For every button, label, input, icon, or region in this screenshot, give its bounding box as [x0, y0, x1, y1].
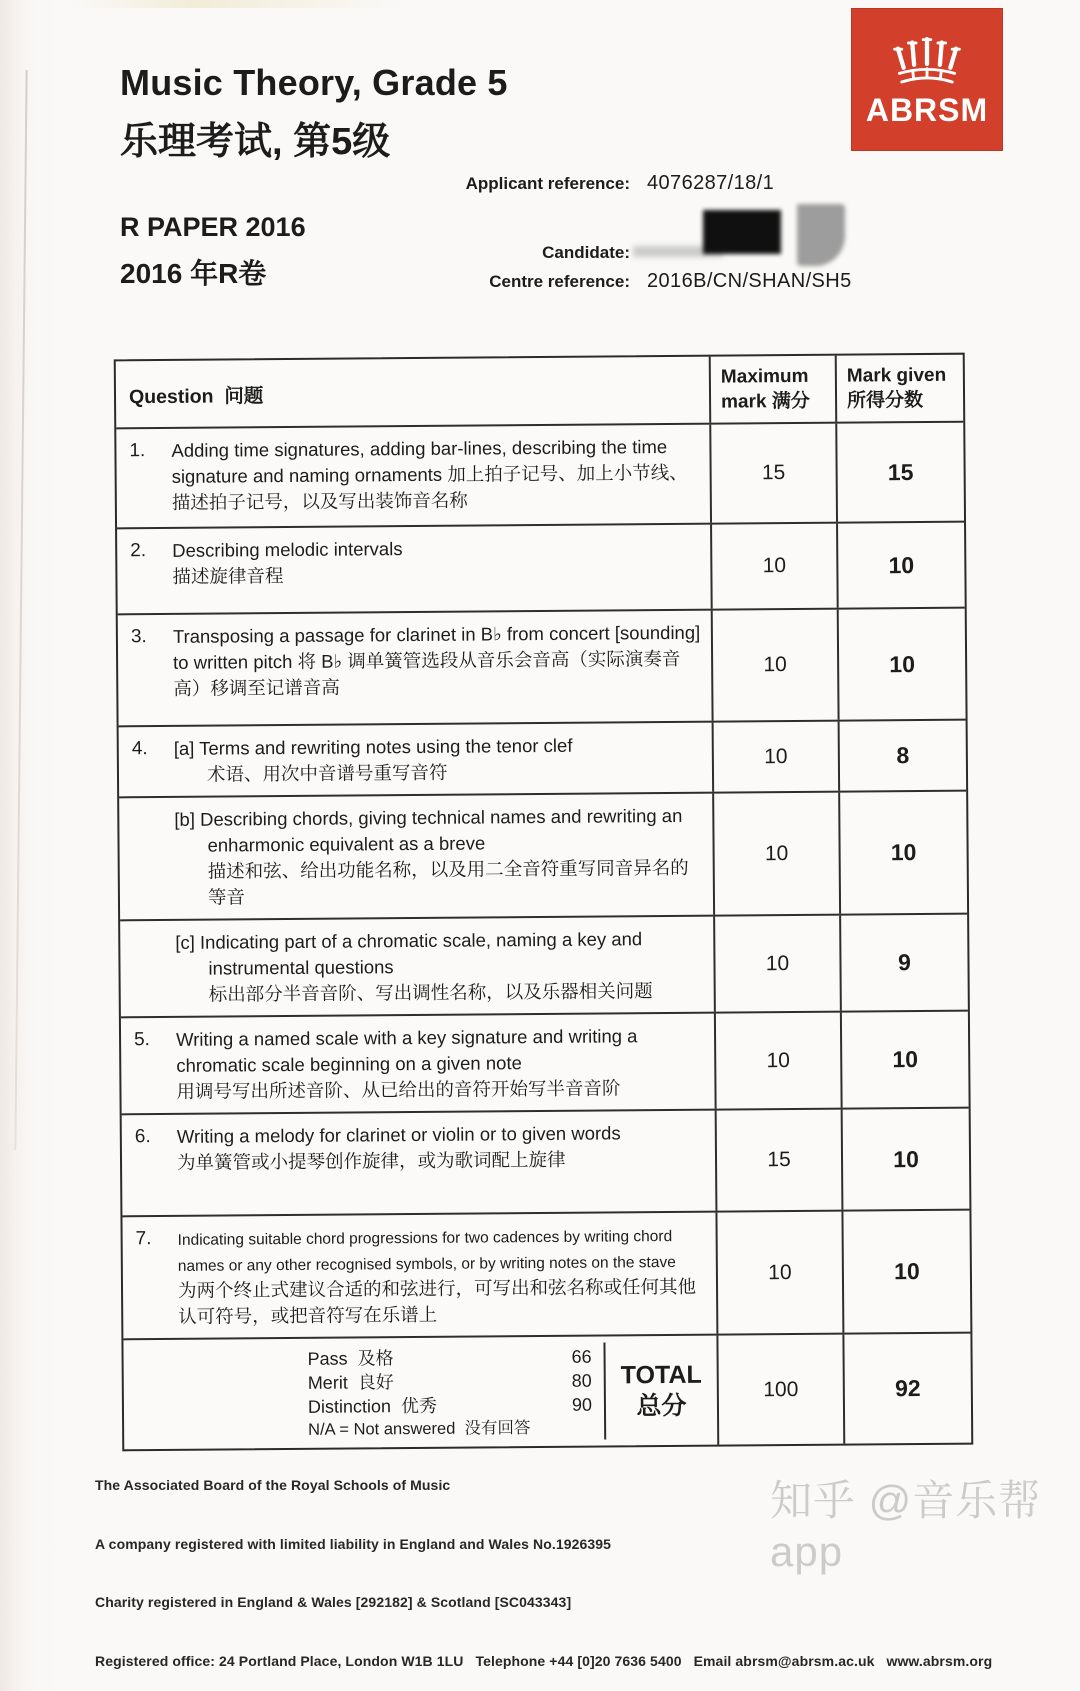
mark-given-cell: 10	[840, 1012, 969, 1108]
question-row-7	[122, 1209, 970, 1339]
grade-distinction: Distinction 优秀 90	[307, 1394, 593, 1417]
page-title-zh: 乐理考试, 第5级	[120, 121, 391, 163]
mark-given-cell: 10	[837, 609, 966, 720]
total-label-en: TOTAL	[620, 1360, 702, 1389]
question-text-en: [a] Terms and rewriting notes using the tenor clef	[173, 734, 573, 759]
question-text-zh: 将 B♭ 调单簧管选段从音乐会音高（实际演奏音高）移调至记谱音高	[173, 647, 681, 699]
total-label-zh: 总分	[636, 1391, 687, 1420]
question-row-1	[116, 421, 964, 528]
mark-given-cell: 9	[839, 915, 968, 1011]
centre-reference-value: 2016B/CN/SHAN/SH5	[647, 270, 852, 292]
question-text-zh: 术语、用次中音谱号重写音符	[206, 761, 448, 785]
question-number: 1.	[129, 440, 146, 462]
max-mark-cell: 10	[713, 916, 840, 1012]
total-label	[603, 1342, 717, 1440]
mark-given-cell: 10	[841, 1109, 970, 1210]
question-number	[132, 807, 175, 911]
paper-label-zh: 2016 年R卷	[120, 258, 267, 289]
mark-given-cell: 10	[836, 523, 965, 608]
max-mark-cell: 10	[711, 610, 838, 721]
max-mark-cell: 15	[715, 1110, 842, 1211]
question-text-zh: 为单簧管或小提琴创作旋律，或为歌词配上旋律	[176, 1148, 566, 1173]
footer-line-2: A company registered with limited liability in England and Wales No.1926395	[95, 1535, 612, 1552]
question-number: 4.	[131, 738, 148, 760]
mark-given-cell: 8	[838, 721, 967, 791]
question-row-4a	[119, 719, 967, 797]
question-number: 3.	[130, 626, 147, 648]
question-number	[133, 930, 176, 1008]
question-number: 7.	[135, 1228, 152, 1250]
question-row-4b	[119, 790, 967, 920]
max-mark-cell: 10	[710, 524, 837, 609]
question-text-zh: 用调号写出所述音阶、从已给出的音符开始写半音音阶	[176, 1077, 621, 1102]
candidate-redaction	[647, 218, 857, 258]
centre-reference-label: Centre reference:	[489, 272, 630, 291]
question-row-2	[117, 521, 965, 614]
watermark: 知乎 @音乐帮app	[770, 1477, 1042, 1575]
header-maximum-mark: Maximum mark 满分	[709, 356, 836, 423]
question-text-en: Writing a named scale with a key signature and writing a chromatic scale beginning on a given note	[175, 1025, 638, 1076]
header-mark-given: Mark given 所得分数	[835, 355, 964, 422]
table-header-row	[116, 355, 963, 428]
applicant-reference-label: Applicant reference:	[465, 174, 630, 193]
question-text-zh: 描述旋律音程	[172, 565, 284, 587]
max-mark-cell: 10	[712, 722, 839, 792]
question-text-zh: 加上拍子记号、加上小节线、描述拍子记号，以及写出装饰音名称	[171, 461, 688, 513]
question-text-zh: 为两个终止式建议合适的和弦进行，可写出和弦名称或任何其他认可符号，或把音符写在乐谱上	[177, 1275, 697, 1327]
scan-tint	[70, 0, 490, 8]
na-note: N/A = Not answered 没有回答	[308, 1419, 531, 1439]
question-text-en: Indicating suitable chord progressions for two cadences by writing chord names or any other recognised symbols, or by writing notes on the stave	[177, 1228, 676, 1275]
max-mark-cell: 10	[715, 1212, 842, 1334]
marks-table	[114, 353, 974, 1452]
question-number: 6.	[134, 1126, 151, 1148]
mark-given-cell: 15	[835, 423, 964, 522]
mark-given-cell: 10	[838, 792, 967, 914]
total-given-cell: 92	[842, 1334, 971, 1444]
page-title-en: Music Theory, Grade 5	[120, 62, 508, 103]
question-row-5	[121, 1010, 969, 1114]
question-text-en: [c] Indicating part of a chromatic scale, naming a key and instrumental questions	[175, 928, 643, 979]
scan-paper-edge	[14, 70, 27, 1150]
footer-line-4: Registered office: 24 Portland Place, London W1B 1LU Telephone +44 [0]20 7636 5400 Email abrsm@abrsm.ac.uk www.abrsm.org	[95, 1652, 993, 1669]
redaction-blob-gray	[797, 204, 845, 266]
question-text-en: Writing a melody for clarinet or violin or to given words	[176, 1122, 621, 1147]
grade-thresholds	[307, 1343, 604, 1442]
total-row	[123, 1332, 971, 1450]
question-text-en: Transposing a passage for clarinet in B♭ from concert [sounding] to written pitch	[172, 621, 701, 673]
candidate-row	[398, 218, 857, 263]
max-mark-cell: 15	[709, 424, 836, 523]
question-text-zh: 标出部分半音音阶、写出调性名称，以及乐器相关问题	[208, 980, 653, 1005]
question-number: 2.	[130, 540, 147, 562]
crown-icon	[887, 34, 967, 90]
abrsm-logo	[851, 8, 1003, 151]
question-text-en: Describing melodic intervals	[172, 538, 403, 561]
max-mark-cell: 10	[714, 1013, 841, 1109]
candidate-label: Candidate:	[542, 243, 630, 262]
question-row-4c	[120, 913, 968, 1017]
paper-label-en: R PAPER 2016	[120, 212, 306, 242]
mark-given-cell: 10	[841, 1211, 970, 1333]
redaction-blob-black	[703, 210, 781, 254]
max-mark-cell: 10	[712, 793, 839, 915]
centre-reference-row	[398, 270, 852, 293]
total-max-cell: 100	[716, 1335, 843, 1445]
applicant-reference-row	[398, 172, 774, 195]
header-question: Question 问题	[128, 384, 264, 408]
footer-line-1: The Associated Board of the Royal Schools of Music	[95, 1477, 451, 1493]
question-text-zh: 描述和弦、给出功能名称，以及用二全音符重写同音异名的等音	[207, 856, 689, 908]
question-text-en: Adding time signatures, adding bar-lines, describing the time signature and naming ornaments	[171, 436, 668, 487]
question-row-6	[122, 1107, 970, 1216]
question-number: 5.	[133, 1029, 151, 1051]
question-row-3	[118, 607, 966, 726]
applicant-reference-value: 4076287/18/1	[647, 172, 775, 194]
footer-line-3: Charity registered in England & Wales [292182] & Scotland [SC043343]	[95, 1594, 572, 1610]
abrsm-brand-text: ABRSM	[865, 91, 989, 128]
grade-pass: Pass 及格 66	[307, 1346, 592, 1369]
question-text-en: [b] Describing chords, giving technical names and rewriting an enharmonic equivalent as a breve	[174, 804, 683, 856]
grade-merit: Merit 良好 80	[307, 1370, 592, 1393]
